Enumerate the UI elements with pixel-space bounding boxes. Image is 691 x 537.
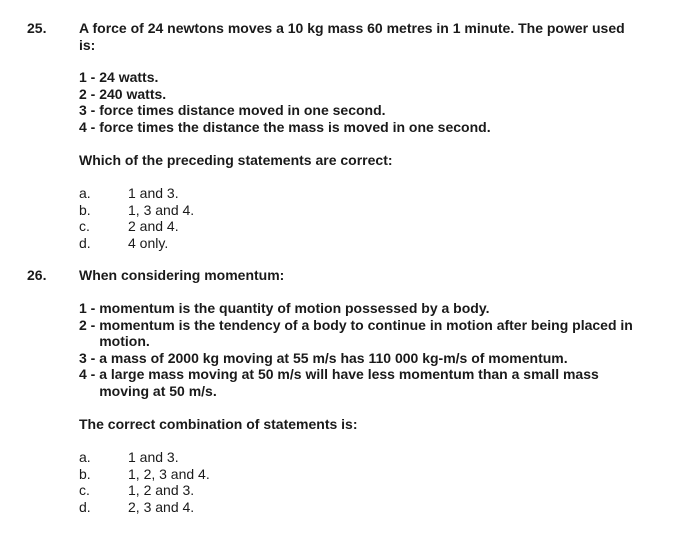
question-number: 26. bbox=[27, 267, 47, 283]
statement-item bbox=[79, 86, 649, 103]
answer-option[interactable] bbox=[79, 202, 194, 219]
question-prompt: Which of the preceding statements are correct: bbox=[79, 152, 393, 168]
statement-number: 3 - bbox=[79, 349, 100, 366]
statement-text: momentum is the quantity of motion possessed by a body. bbox=[99, 300, 490, 316]
statement-text: 240 watts. bbox=[99, 85, 167, 102]
option-letter: c. bbox=[79, 482, 90, 498]
statement-text: momentum is the tendency of a body to continue in motion after being placed in motion. bbox=[99, 316, 633, 349]
statement-number: 4 - bbox=[79, 366, 100, 382]
statement-number: 2 - bbox=[79, 85, 100, 102]
statement-list bbox=[79, 300, 649, 399]
statement-text: force times the distance the mass is moved in one second. bbox=[99, 118, 491, 135]
question-number: 25. bbox=[27, 20, 47, 36]
statement-item bbox=[79, 317, 649, 350]
option-letter: d. bbox=[79, 234, 91, 251]
statement-number: 1 - bbox=[79, 300, 100, 316]
answer-option[interactable] bbox=[79, 466, 210, 483]
statement-text: force times distance moved in one second. bbox=[99, 102, 386, 118]
question-prompt: The correct combination of statements is: bbox=[79, 416, 358, 432]
option-text: 1, 3 and 4. bbox=[128, 201, 195, 218]
statement-number: 3 - bbox=[79, 102, 100, 118]
option-letter: a. bbox=[79, 449, 91, 465]
statement-item bbox=[79, 350, 649, 367]
question-stem: A force of 24 newtons moves a 10 kg mass 60 metres in 1 minute. The power used is: bbox=[79, 20, 625, 53]
option-text: 2, 3 and 4. bbox=[128, 498, 195, 515]
statement-number: 4 - bbox=[79, 118, 100, 135]
option-text: 1, 2, 3 and 4. bbox=[128, 465, 210, 482]
option-letter: b. bbox=[79, 465, 91, 482]
statement-number: 2 - bbox=[79, 316, 100, 333]
statement-number: 1 - bbox=[79, 69, 100, 85]
answer-options bbox=[79, 449, 210, 515]
option-text: 1, 2 and 3. bbox=[128, 482, 195, 498]
answer-option[interactable] bbox=[79, 235, 194, 252]
option-text: 1 and 3. bbox=[128, 185, 179, 201]
statement-text: a mass of 2000 kg moving at 55 m/s has 110 000 kg-m/s of momentum. bbox=[99, 349, 568, 366]
answer-option[interactable] bbox=[79, 185, 194, 202]
statement-list bbox=[79, 69, 649, 135]
option-text: 1 and 3. bbox=[128, 449, 179, 465]
statement-item bbox=[79, 102, 649, 119]
option-letter: b. bbox=[79, 201, 91, 218]
answer-option[interactable] bbox=[79, 218, 194, 235]
statement-text: a large mass moving at 50 m/s will have less momentum than a small mass moving at 50 m/s. bbox=[99, 366, 599, 399]
option-letter: c. bbox=[79, 218, 90, 234]
statement-item bbox=[79, 366, 649, 399]
question-stem: When considering momentum: bbox=[79, 267, 285, 283]
statement-item bbox=[79, 300, 649, 317]
option-letter: a. bbox=[79, 185, 91, 201]
answer-option[interactable] bbox=[79, 482, 210, 499]
option-text: 2 and 4. bbox=[128, 218, 179, 234]
option-text: 4 only. bbox=[128, 234, 169, 251]
answer-option[interactable] bbox=[79, 449, 210, 466]
answer-option[interactable] bbox=[79, 499, 210, 516]
statement-item bbox=[79, 69, 649, 86]
statement-text: 24 watts. bbox=[99, 69, 159, 85]
answer-options bbox=[79, 185, 194, 251]
statement-item bbox=[79, 119, 649, 136]
option-letter: d. bbox=[79, 498, 91, 515]
